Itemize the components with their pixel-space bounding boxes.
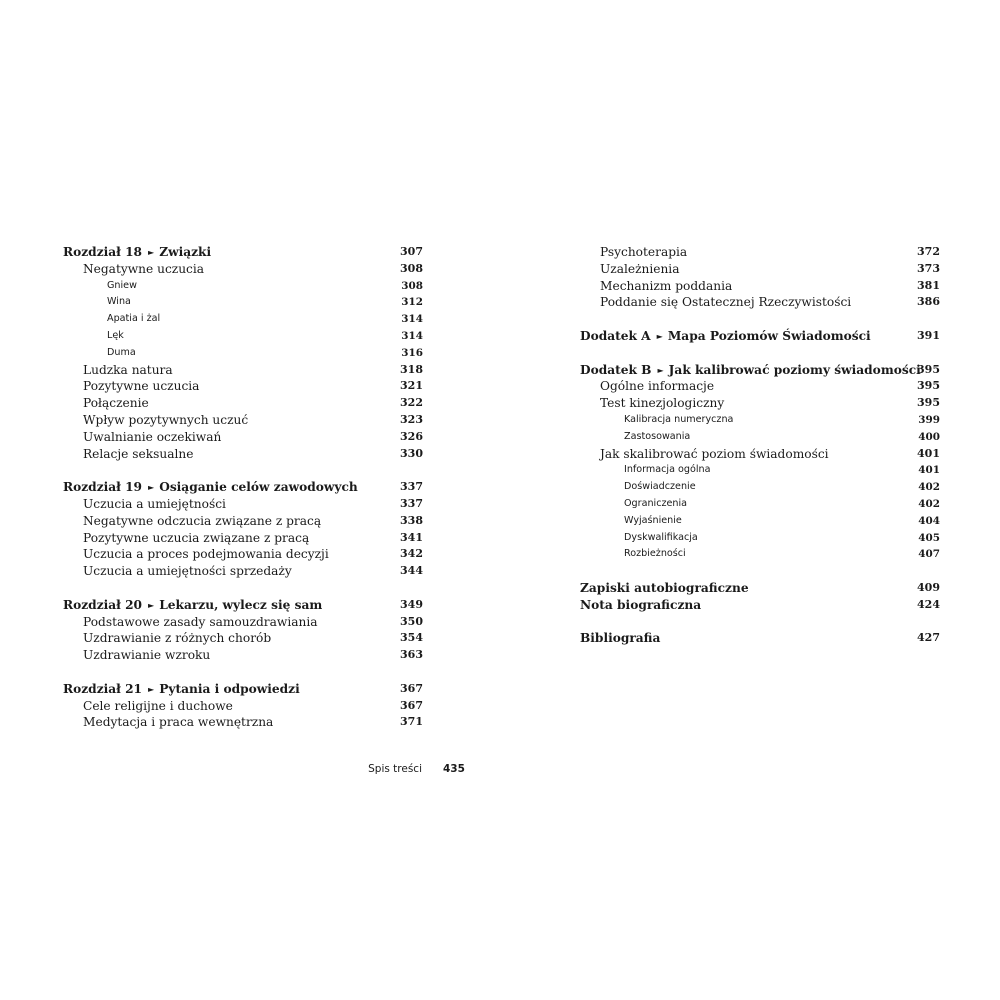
chapter-title: Lekarzu, wylecz się sam [159, 597, 323, 612]
toc-page-number: 373 [917, 261, 940, 275]
toc-entry-heading [63, 681, 300, 699]
toc-entry-title: Ogólne informacje [600, 379, 715, 394]
toc-entry-title: Wina [107, 296, 131, 308]
toc-entry-title: Apatia i żal [107, 313, 161, 325]
toc-subsection-entry[interactable] [63, 345, 423, 362]
toc-entry-title: Wyjaśnienie [624, 514, 682, 526]
toc-subsection-entry[interactable] [580, 546, 940, 563]
toc-chapter-entry[interactable] [580, 630, 940, 647]
toc-section-entry[interactable] [63, 563, 423, 580]
toc-entry-heading [63, 597, 322, 615]
toc-entry-title: Pozytywne uczucia [83, 379, 200, 394]
toc-entry-title: Poddanie się Ostatecznej Rzeczywistości [600, 295, 852, 310]
chapter-number: Rozdział 20 [63, 597, 143, 612]
toc-subsection-entry[interactable] [580, 530, 940, 547]
toc-page-number: 312 [401, 296, 423, 309]
toc-page-number: 372 [917, 245, 940, 258]
toc-subsection-entry[interactable] [580, 496, 940, 513]
toc-entry-heading [580, 328, 871, 346]
toc-page-number: 427 [917, 631, 940, 645]
toc-entry-title: Uzależnienia [600, 261, 680, 276]
chapter-title: Osiąganie celów zawodowych [159, 480, 358, 495]
toc-page-number: 363 [400, 648, 423, 662]
toc-section-entry[interactable] [63, 412, 423, 429]
toc-page-number: 391 [917, 328, 940, 342]
chapter-title: Mapa Poziomów Świadomości [667, 328, 871, 343]
toc-entry-title: Rozbieżności [624, 548, 686, 560]
toc-chapter-entry[interactable] [63, 681, 423, 698]
footer-page-number: 435 [443, 763, 465, 775]
toc-page-number: 349 [400, 597, 423, 611]
toc-gap [63, 580, 423, 597]
toc-page-number: 402 [918, 497, 940, 510]
toc-entry-title: Zapiski autobiograficzne [580, 580, 749, 595]
arrow-right-icon: ► [148, 683, 155, 694]
toc-page-number: 330 [400, 446, 423, 460]
chapter-number: Rozdział 18 [63, 245, 143, 259]
toc-entry-title: Ograniczenia [624, 497, 688, 509]
toc-entry-title: Cele religijne i duchowe [83, 698, 233, 713]
toc-entry-title: Duma [107, 346, 136, 358]
toc-page-number: 337 [400, 496, 423, 510]
toc-entry-title: Gniew [107, 279, 137, 291]
toc-entry-title: Psychoterapia [600, 245, 688, 259]
toc-entry-title: Uczucia a proces podejmowania decyzji [83, 547, 329, 562]
arrow-right-icon: ► [148, 599, 155, 610]
toc-page-number: 314 [401, 329, 423, 342]
chapter-number: Rozdział 19 [63, 480, 143, 495]
toc-entry-title: Mechanizm poddania [600, 278, 733, 293]
toc-section-entry[interactable] [63, 614, 423, 631]
toc-page-number: 354 [400, 631, 423, 645]
toc-section-entry[interactable] [63, 378, 423, 395]
toc-section-entry[interactable] [580, 395, 940, 412]
toc-page-number: 400 [918, 430, 940, 443]
toc-page-number: 321 [400, 379, 423, 393]
toc-chapter-entry[interactable] [580, 362, 940, 379]
chapter-title: Pytania i odpowiedzi [159, 681, 300, 696]
toc-section-entry[interactable] [63, 513, 423, 530]
toc-entry-heading [63, 244, 211, 262]
toc-entry-title: Uczucia a umiejętności sprzedaży [83, 564, 292, 579]
toc-page-number: 344 [400, 564, 423, 578]
arrow-right-icon: ► [656, 330, 663, 341]
toc-entry-title: Podstawowe zasady samouzdrawiania [83, 614, 318, 629]
toc-entry-title: Doświadczenie [624, 481, 696, 493]
toc-page-number: 350 [400, 614, 423, 628]
toc-page-number: 386 [917, 295, 940, 309]
toc-page-number: 314 [401, 313, 423, 326]
toc-page-number: 401 [918, 464, 940, 477]
toc-entry-title: Negatywne uczucia [83, 261, 205, 276]
toc-page-number: 409 [917, 580, 940, 594]
toc-subsection-entry[interactable] [63, 328, 423, 345]
toc-chapter-entry[interactable] [63, 597, 423, 614]
toc-section-entry[interactable] [63, 395, 423, 412]
chapter-title: Związki [159, 245, 212, 259]
toc-page-number: 424 [917, 597, 940, 611]
toc-page-number: 407 [918, 548, 940, 561]
toc-page-number: 371 [400, 715, 423, 729]
toc-section-entry[interactable] [63, 429, 423, 446]
toc-gap [580, 563, 940, 580]
toc-left-column [63, 244, 423, 731]
toc-page-number: 367 [400, 698, 423, 712]
toc-section-entry[interactable] [580, 261, 940, 278]
toc-page-number: 395 [917, 379, 940, 393]
toc-page-number: 395 [917, 362, 940, 376]
toc-page-number: 338 [400, 513, 423, 527]
toc-entry-title: Uzdrawianie z różnych chorób [83, 631, 272, 646]
toc-subsection-entry[interactable] [580, 462, 940, 479]
toc-section-entry[interactable] [580, 278, 940, 295]
arrow-right-icon: ► [148, 247, 155, 257]
toc-subsection-entry[interactable] [580, 479, 940, 496]
toc-section-entry[interactable] [63, 446, 423, 463]
toc-subsection-entry[interactable] [580, 429, 940, 446]
toc-subsection-entry[interactable] [580, 513, 940, 530]
arrow-right-icon: ► [657, 364, 664, 375]
toc-chapter-entry[interactable] [580, 328, 940, 345]
toc-section-entry[interactable] [63, 647, 423, 664]
toc-entry-title: Relacje seksualne [83, 446, 194, 461]
toc-entry-title: Jak skalibrować poziom świadomości [600, 446, 829, 461]
chapter-number: Dodatek A [580, 328, 651, 343]
toc-right-column [580, 244, 940, 647]
toc-entry-title: Uwalnianie oczekiwań [83, 429, 222, 444]
footer-section-label: Spis treści [368, 763, 422, 775]
toc-gap [580, 614, 940, 631]
toc-section-entry[interactable] [63, 714, 423, 731]
toc-entry-title: Lęk [107, 329, 124, 341]
chapter-number: Rozdział 21 [63, 681, 143, 696]
toc-entry-title: Kalibracja numeryczna [624, 413, 734, 425]
toc-entry-title: Uzdrawianie wzroku [83, 648, 211, 663]
toc-entry-title: Uczucia a umiejętności [83, 496, 226, 511]
toc-page-number: 395 [917, 396, 940, 410]
toc-section-entry[interactable] [580, 378, 940, 395]
toc-section-entry[interactable] [63, 261, 423, 278]
toc-page-number: 341 [400, 530, 423, 544]
toc-page-number: 404 [918, 514, 940, 527]
toc-subsection-entry[interactable] [63, 311, 423, 328]
toc-chapter-entry[interactable] [580, 597, 940, 614]
toc-page-number: 342 [400, 547, 423, 561]
toc-gap [580, 311, 940, 328]
toc-page-number: 316 [401, 346, 423, 359]
toc-section-entry[interactable] [580, 446, 940, 463]
toc-entry-title: Wpływ pozytywnych uczuć [83, 412, 249, 427]
toc-page-number: 308 [400, 261, 423, 275]
toc-section-entry[interactable] [63, 362, 423, 379]
toc-page-number: 322 [400, 396, 423, 410]
toc-entry-title: Dyskwalifikacja [624, 531, 698, 543]
toc-section-entry[interactable] [63, 530, 423, 547]
toc-section-entry[interactable] [63, 630, 423, 647]
toc-subsection-entry[interactable] [63, 278, 423, 295]
toc-entry-title: Informacja ogólna [624, 464, 711, 476]
toc-page-number: 318 [400, 362, 423, 376]
toc-page-number: 381 [917, 278, 940, 292]
toc-chapter-entry[interactable] [63, 244, 423, 261]
toc-entry-title: Połączenie [83, 396, 149, 411]
toc-gap [63, 664, 423, 681]
toc-section-entry[interactable] [63, 546, 423, 563]
toc-page-number: 367 [400, 681, 423, 695]
toc-subsection-entry[interactable] [580, 412, 940, 429]
toc-page-number: 308 [401, 279, 423, 292]
toc-subsection-entry[interactable] [63, 294, 423, 311]
toc-entry-heading [63, 479, 358, 497]
toc-page-number: 326 [400, 429, 423, 443]
toc-page-number: 402 [918, 481, 940, 494]
toc-entry-title: Negatywne odczucia związane z pracą [83, 513, 322, 528]
chapter-title: Jak kalibrować poziomy świadomości [668, 362, 921, 377]
toc-entry-title: Medytacja i praca wewnętrzna [83, 715, 274, 730]
toc-page-number: 401 [917, 446, 940, 460]
toc-section-entry[interactable] [580, 294, 940, 311]
chapter-number: Dodatek B [580, 362, 652, 377]
toc-entry-heading [580, 362, 921, 380]
toc-entry-title: Ludzka natura [83, 362, 173, 377]
toc-entry-title: Test kinezjologiczny [600, 396, 725, 411]
toc-section-entry[interactable] [63, 496, 423, 513]
toc-entry-title: Nota biograficzna [580, 597, 702, 612]
toc-chapter-entry[interactable] [580, 580, 940, 597]
toc-section-entry[interactable] [580, 244, 940, 261]
toc-page-number: 399 [918, 413, 940, 426]
toc-entry-title: Zastosowania [624, 430, 691, 442]
toc-chapter-entry[interactable] [63, 479, 423, 496]
toc-entry-title: Bibliografia [580, 631, 661, 646]
toc-page-number: 405 [918, 531, 940, 544]
toc-page-number: 337 [400, 480, 423, 494]
arrow-right-icon: ► [148, 482, 155, 493]
toc-section-entry[interactable] [63, 698, 423, 715]
toc-gap [63, 462, 423, 479]
toc-page-number: 307 [400, 245, 423, 258]
toc-entry-title: Pozytywne uczucia związane z pracą [83, 530, 310, 545]
toc-page-number: 323 [400, 412, 423, 426]
page-footer [0, 763, 1000, 781]
toc-gap [580, 345, 940, 362]
